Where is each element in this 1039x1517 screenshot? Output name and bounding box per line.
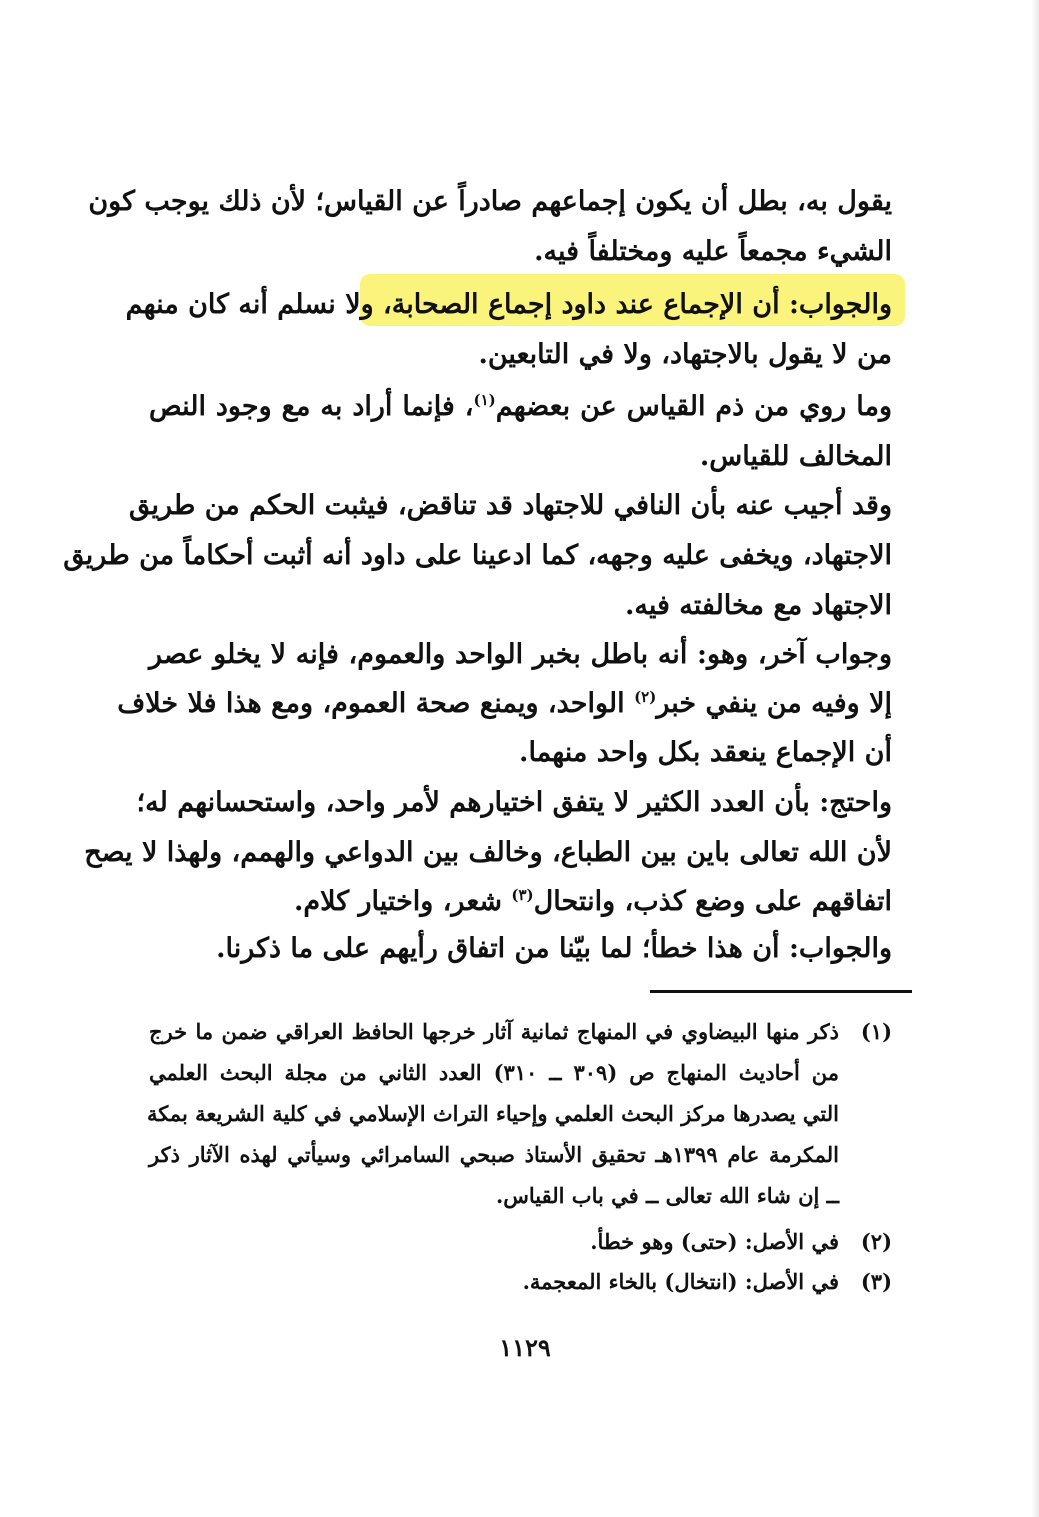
body-line-11-text: إلا وفيه من ينفي خبر [656, 688, 892, 719]
footnote-1-number: (١) [860, 1019, 892, 1044]
body-line-16: والجواب: أن هذا خطأ؛ لما بيّنا من اتفاق رأيهم على ما ذكرنا. [216, 933, 892, 964]
footnote-1-line-1: ذكر منها البيضاوي في المنهاج ثمانية آثار خرجها الحافظ العراقي ضمن ما خرج [149, 1019, 839, 1044]
body-line-9: الاجتهاد مع مخالفته فيه. [624, 590, 892, 621]
footnote-3-text: في الأصل: (انتخال) بالخاء المعجمة. [522, 1269, 839, 1294]
body-line-4: من لا يقول بالاجتهاد، ولا في التابعين. [478, 339, 892, 370]
body-line-6: المخالف للقياس. [699, 441, 892, 472]
footnote-1-line-4: المكرمة عام ١٣٩٩هـ تحقيق الأستاذ صبحي السامرائي وسيأتي لهذه الآثار ذكر [149, 1142, 840, 1167]
body-line-5-text: وما روي من ذم القياس عن بعضهم [495, 391, 892, 422]
body-line-8: الاجتهاد، ويخفى عليه وجهه، كما ادعينا على داود أنه أثبت أحكاماً من طريق [63, 540, 892, 571]
note-mark-3: (٣) [511, 886, 534, 904]
body-line-13: واحتج: بأن العدد الكثير لا يتفق اختيارهم لأمر واحد، واستحسانهم له؛ [136, 787, 892, 818]
footnote-2-number: (٢) [860, 1229, 892, 1254]
body-line-3: والجواب: أن الإجماع عند داود إجماع الصحابة، ولا نسلم أنه كان منهم [125, 289, 892, 320]
body-line-5 [149, 385, 892, 435]
footnote-divider [650, 990, 912, 993]
footnote-1-line-5: ــ إن شاء الله تعالى ــ في باب القياس. [495, 1183, 839, 1208]
body-line-15-rest: شعر، واختيار كلام. [294, 886, 512, 917]
page-edge [1031, 0, 1039, 1517]
footnote-1-line-3: التي يصدرها مركز البحث العلمي وإحياء التراث الإسلامي في كلية الشريعة بمكة [146, 1101, 839, 1126]
note-mark-1: (١) [473, 391, 496, 409]
body-line-7: وقد أجيب عنه بأن النافي للاجتهاد قد تناقض، فيثبت الحكم من طريق [128, 490, 892, 521]
body-line-5-rest: ، فإنما أراد به مع وجود النص [149, 391, 474, 422]
footnote-2-text: في الأصل: (حتى) وهو خطأ. [590, 1229, 839, 1254]
note-mark-2: (٢) [634, 688, 657, 706]
body-line-12: أن الإجماع ينعقد بكل واحد منهما. [519, 737, 892, 768]
body-line-14: لأن الله تعالى باين بين الطباع، وخالف بين الدواعي والهمم، ولهذا لا يصح [84, 837, 892, 868]
footnote-1-line-2: من أحاديث المنهاج ص (٣٠٩ ــ ٣١٠) العدد الثاني من مجلة البحث العلمي [149, 1060, 839, 1085]
body-line-15-text: اتفاقهم على وضع كذب، وانتحال [533, 886, 892, 917]
body-line-11-rest: الواحد، ويمنع صحة العموم، ومع هذا فلا خلاف [117, 688, 635, 719]
body-line-15 [149, 880, 892, 930]
footnote-3-number: (٣) [860, 1269, 892, 1294]
body-line-10: وجواب آخر، وهو: أنه باطل بخبر الواحد والعموم، فإنه لا يخلو عصر [149, 639, 892, 670]
body-line-1: يقول به، بطل أن يكون إجماعهم صادراً عن القياس؛ لأن ذلك يوجب كون [88, 186, 892, 217]
page-number: ١١٢٩ [499, 1333, 551, 1362]
body-line-11 [117, 682, 892, 732]
body-line-2: الشيء مجمعاً عليه ومختلفاً فيه. [534, 236, 892, 267]
